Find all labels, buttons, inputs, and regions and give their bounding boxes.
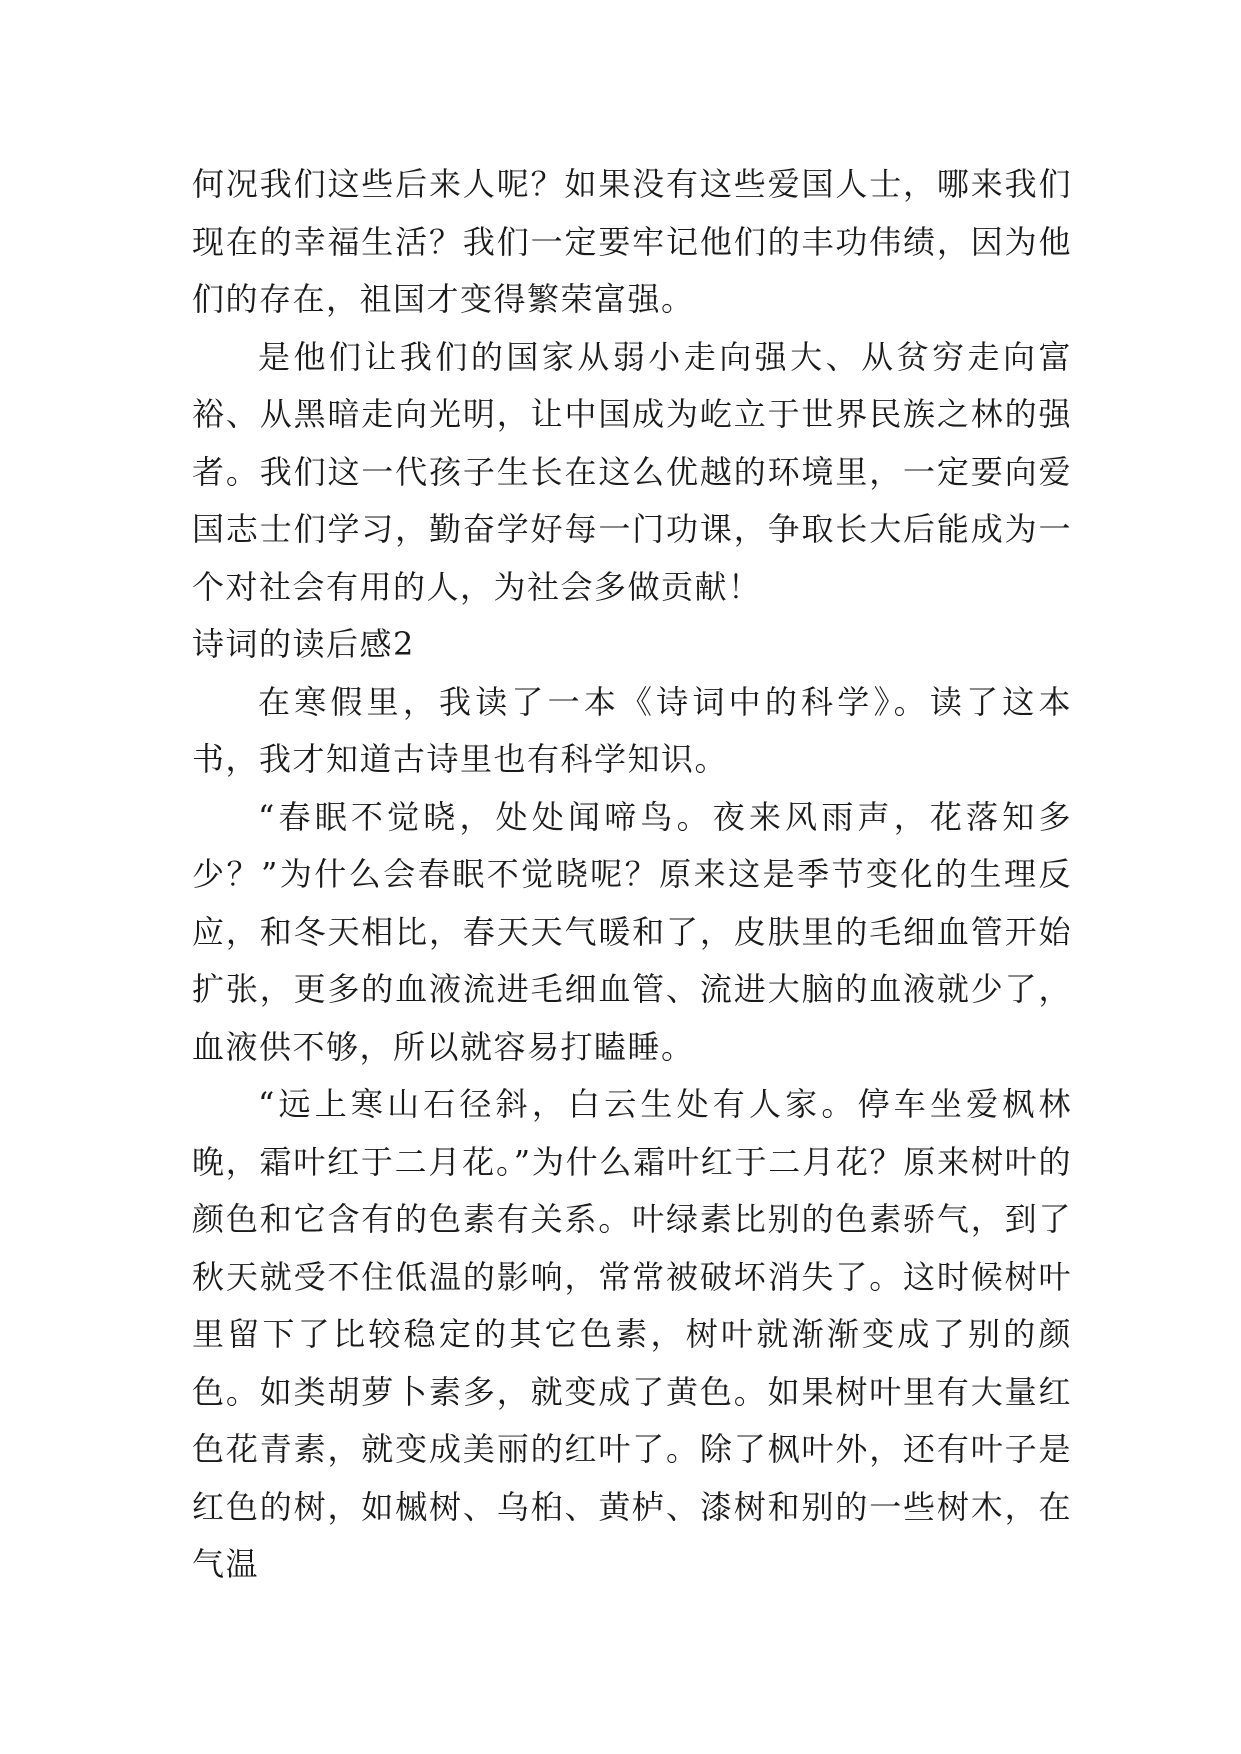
paragraph-continued: 何况我们这些后来人呢？如果没有这些爱国人士，哪来我们现在的幸福生活？我们一定要牢记他们的丰功伟绩，因为他们的存在，祖国才变得繁荣富强。 bbox=[192, 165, 1072, 318]
paragraph-book-intro: 在寒假里，我读了一本《诗词中的科学》。读了这本书，我才知道古诗里也有科学知识。 bbox=[192, 682, 1072, 778]
paragraph-spring-sleep: “春眠不觉晓，处处闻啼鸟。夜来风雨声，花落知多少？”为什么会春眠不觉晓呢？原来这是季节变化的生理反应，和冬天相比，春天天气暖和了，皮肤里的毛细血管开始扩张，更多的血液流进毛细血管、流进大脑的血液就少了，血液供不够，所以就容易打瞌睡。 bbox=[192, 797, 1072, 1066]
section-heading: 诗词的读后感2 bbox=[192, 625, 415, 663]
document-body bbox=[192, 156, 1072, 1594]
paragraph-frost-leaves: “远上寒山石径斜，白云生处有人家。停车坐爱枫林晚，霜叶红于二月花。”为什么霜叶红于二月花？原来树叶的颜色和它含有的色素有关系。叶绿素比别的色素骄气，到了秋天就受不住低温的影响，常常被破坏消失了。这时候树叶里留下了比较稳定的其它色素，树叶就渐渐变成了别的颜色。如类胡萝卜素多，就变成了黄色。如果树叶里有大量红色花青素，就变成美丽的红叶了。除了枫叶外，还有叶子是红色的树，如槭树、乌桕、黄栌、漆树和别的一些树木，在气温 bbox=[192, 1085, 1072, 1583]
paragraph-patriots: 是他们让我们的国家从弱小走向强大、从贫穷走向富裕、从黑暗走向光明，让中国成为屹立于世界民族之林的强者。我们这一代孩子生长在这么优越的环境里，一定要向爱国志士们学习，勤奋学好每一门功课，争取长大后能成为一个对社会有用的人，为社会多做贡献！ bbox=[192, 337, 1072, 606]
